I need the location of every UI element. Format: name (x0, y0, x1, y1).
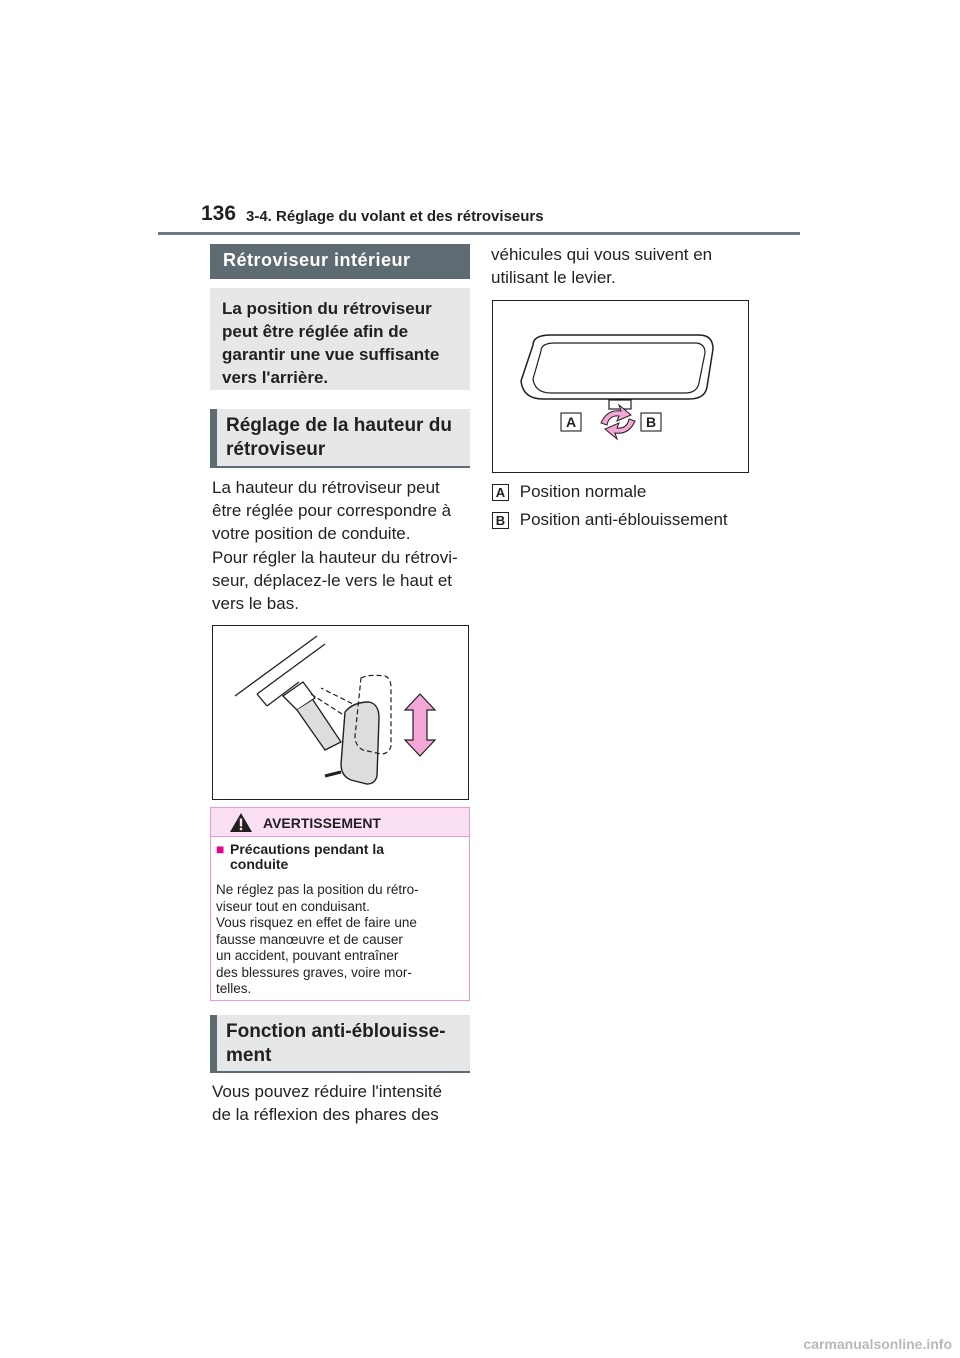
heading-line: rétroviseur (226, 439, 326, 460)
item-title-line: Précautions pendant la (230, 841, 385, 857)
watermark: carmanualsonline.info (803, 1336, 952, 1352)
legend-text: Position normale (519, 482, 647, 501)
height-heading (210, 409, 470, 466)
intro-line: vers l'arrière. (222, 368, 329, 387)
warning-title: AVERTISSEMENT (263, 815, 381, 831)
warning-item-title (216, 842, 384, 872)
warning-line: Ne réglez pas la position du rétro- (216, 882, 419, 897)
text-line: Pour régler la hauteur du rétrovi- (212, 548, 458, 567)
heading-underline (210, 466, 470, 468)
height-paragraph-1 (212, 476, 451, 545)
section-title: 3-4. Réglage du volant et des rétroviseurs (246, 208, 544, 225)
header-rule (158, 232, 800, 235)
antiglare-heading (210, 1015, 470, 1071)
mirror-height-illustration (213, 626, 468, 799)
heading-line: Réglage de la hauteur du (226, 415, 452, 436)
page-number: 136 (201, 202, 237, 225)
warning-line: telles. (216, 981, 252, 996)
warning-line: un accident, pouvant entraîner (216, 948, 399, 963)
warning-triangle-icon (229, 812, 253, 833)
text-line: utilisant le levier. (491, 268, 616, 287)
height-paragraph-2 (212, 546, 458, 615)
warning-body (216, 882, 466, 998)
warning-header (211, 808, 469, 837)
warning-box (210, 807, 470, 1001)
intro-line: La position du rétroviseur (222, 299, 432, 318)
text-line: seur, déplacez-le vers le haut et (212, 571, 453, 590)
intro-line: garantir une vue suffisante (222, 345, 440, 364)
legend-key: A (492, 484, 509, 501)
warning-line: des blessures graves, voire mor- (216, 964, 412, 980)
main-heading: Rétroviseur intérieur (210, 244, 470, 279)
heading-underline (210, 1071, 470, 1073)
warning-line: Vous risquez en effet de faire une (216, 915, 417, 930)
text-line: être réglée pour correspondre à (212, 501, 452, 520)
intro-box (210, 288, 470, 390)
height-adjust-figure (212, 625, 469, 800)
antiglare-paragraph-continued (491, 243, 712, 289)
legend-item-a (492, 480, 646, 503)
text-line: de la réflexion des phares des (212, 1105, 439, 1124)
legend-key: B (492, 512, 509, 529)
heading-line: Fonction anti-éblouisse- (226, 1021, 446, 1042)
rearview-mirror-illustration (493, 301, 748, 472)
warning-line: viseur tout en conduisant. (216, 898, 370, 914)
warning-line: fausse manœuvre et de causer (216, 931, 403, 947)
legend-item-b (492, 508, 728, 531)
text-line: votre position de conduite. (212, 524, 411, 543)
intro-line: peut être réglée afin de (222, 322, 409, 341)
figure-label-b: B (645, 414, 657, 430)
text-line: vers le bas. (212, 594, 299, 613)
text-line: Vous pouvez réduire l'intensité (212, 1082, 443, 1101)
text-line: La hauteur du rétroviseur peut (212, 478, 440, 497)
item-title-line: conduite (230, 856, 289, 872)
text-line: véhicules qui vous suivent en (491, 245, 713, 264)
heading-line: ment (226, 1045, 272, 1066)
bullet-marker: ■ (216, 841, 225, 857)
figure-label-a: A (565, 414, 577, 430)
antiglare-figure (492, 300, 749, 473)
antiglare-paragraph (212, 1080, 442, 1126)
legend-text: Position anti-éblouissement (519, 510, 728, 529)
